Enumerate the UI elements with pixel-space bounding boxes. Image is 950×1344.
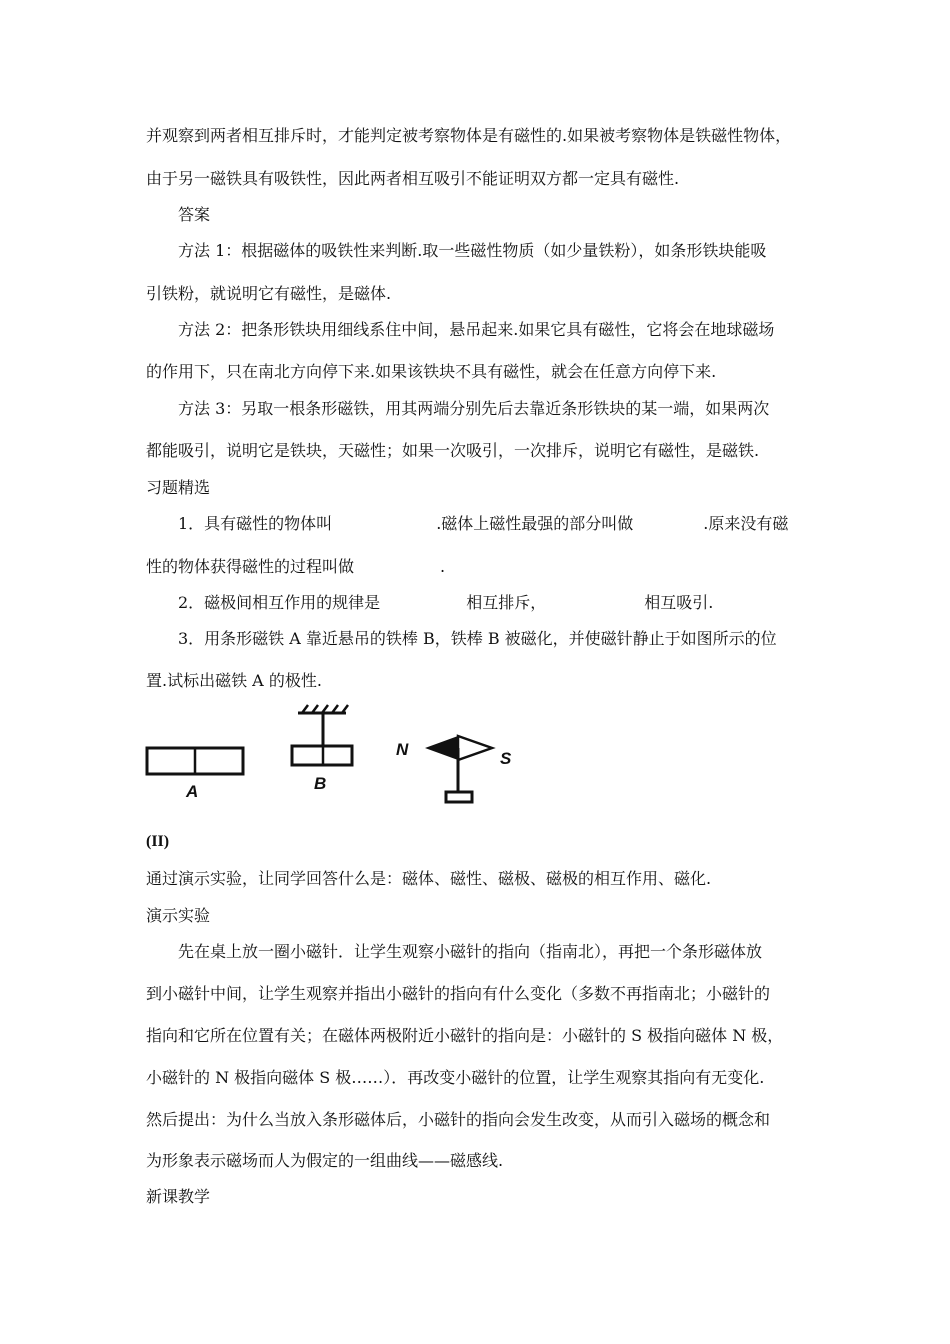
question-3-line-1: 3．用条形磁铁 A 靠近悬吊的铁棒 B，铁棒 B 被磁化，并使磁针静止于如图所示的位	[178, 629, 777, 648]
section-ii-intro: 通过演示实验，让同学回答什么是：磁体、磁性、磁极、磁极的相互作用、磁化.	[146, 869, 712, 888]
intro-line-1: 并观察到两者相互排斥时，才能判定被考察物体是有磁性的.如果被考察物体是铁磁性物体，	[146, 126, 792, 145]
label-n: N	[396, 740, 409, 759]
demo-line-6: 为形象表示磁场而人为假定的一组曲线——磁感线.	[146, 1151, 504, 1170]
method2-line-2: 的作用下，只在南北方向停下来.如果该铁块不具有磁性，就会在任意方向停下来.	[146, 362, 717, 381]
q2-text-1: 2．磁极间相互作用的规律是	[178, 593, 381, 612]
method1-line-1: 方法 1：根据磁体的吸铁性来判断.取一些磁性物质（如少量铁粉），如条形铁块能吸	[178, 241, 767, 260]
demo-heading: 演示实验	[146, 906, 211, 925]
q1-text-5: .	[440, 557, 446, 576]
exercises-heading: 习题精选	[146, 478, 211, 497]
new-lesson-heading: 新课教学	[146, 1187, 211, 1206]
method2-line-1: 方法 2：把条形铁块用细线系住中间，悬吊起来.如果它具有磁性，它将会在地球磁场	[178, 320, 775, 339]
demo-line-3: 指向和它所在位置有关；在磁体两极附近小磁针的指向是：小磁针的 S 极指向磁体 N 极，	[146, 1026, 784, 1045]
demo-line-4: 小磁针的 N 极指向磁体 S 极……）．再改变小磁针的位置，让学生观察其指向有无变化.	[146, 1068, 765, 1087]
method3-line-1: 方法 3：另取一根条形磁铁，用其两端分别先后去靠近条形铁块的某一端，如果两次	[178, 399, 770, 418]
method1-line-2: 引铁粉，就说明它有磁性，是磁体.	[146, 284, 392, 303]
question-2	[178, 592, 713, 614]
q2-text-3: 相互吸引.	[644, 593, 714, 612]
question-1-line-1	[178, 513, 788, 535]
q1-text-4: 性的物体获得磁性的过程叫做	[146, 557, 355, 576]
label-b: B	[314, 774, 327, 793]
magnet-a	[147, 748, 243, 801]
demo-line-1: 先在桌上放一圈小磁针．让学生观察小磁针的指向（指南北），再把一个条形磁体放	[178, 942, 763, 961]
demo-line-2: 到小磁针中间，让学生观察并指出小磁针的指向有什么变化（多数不再指南北；小磁针的	[146, 984, 771, 1003]
intro-line-2: 由于另一磁铁具有吸铁性，因此两者相互吸引不能证明双方都一定具有磁性.	[146, 169, 680, 188]
demo-line-5: 然后提出：为什么当放入条形磁体后，小磁针的指向会发生改变，从而引入磁场的概念和	[146, 1110, 771, 1129]
question-3-line-2: 置.试标出磁铁 A 的极性.	[146, 671, 322, 690]
method3-line-2: 都能吸引，说明它是铁块，天磁性；如果一次吸引，一次排斥，说明它有磁性，是磁铁.	[146, 441, 760, 460]
magnet-figure	[140, 700, 540, 810]
answer-heading: 答案	[178, 205, 211, 224]
compass-needle	[396, 736, 512, 802]
label-s: S	[500, 749, 512, 768]
q1-text-2: .磁体上磁性最强的部分叫做	[436, 514, 634, 533]
iron-bar-b	[292, 705, 352, 793]
section-ii-heading: (II)	[146, 833, 170, 850]
q1-text-1: 1．具有磁性的物体叫	[178, 514, 333, 533]
q2-text-2: 相互排斥，	[466, 593, 547, 612]
q1-text-3: .原来没有磁	[703, 514, 789, 533]
label-a: A	[186, 782, 199, 801]
question-1-line-2	[146, 556, 445, 578]
